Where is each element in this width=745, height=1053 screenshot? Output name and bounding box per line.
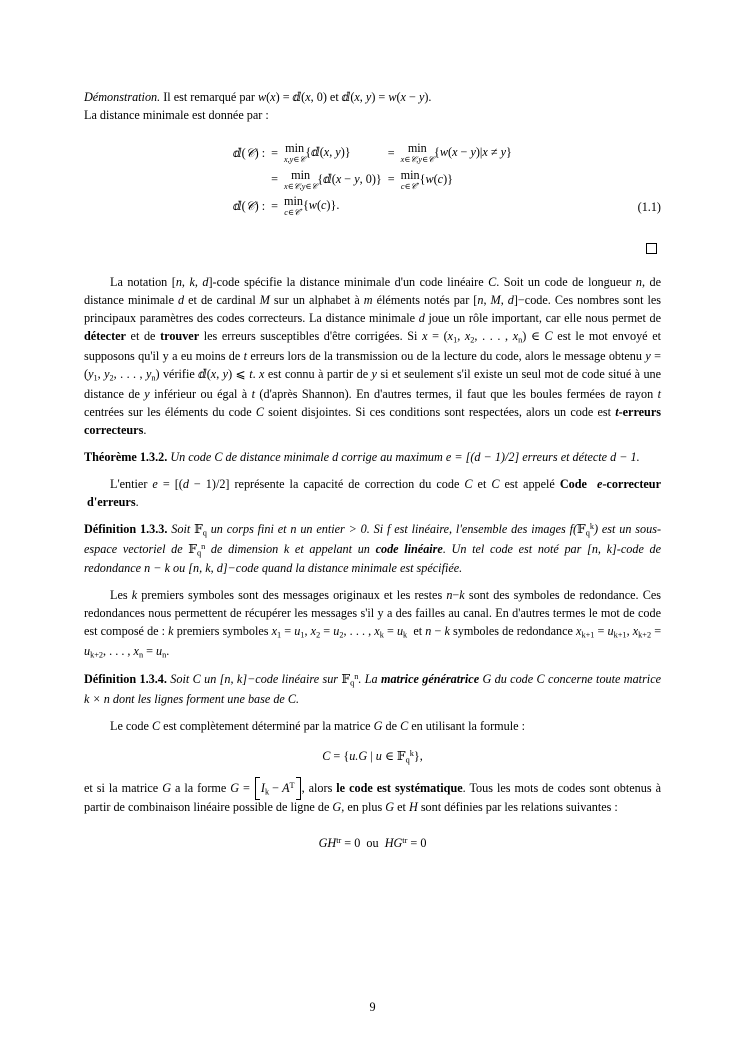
equation-row1-rhs-a: min x,y∈𝒞 {ⅆ(x, y)} (283, 141, 351, 165)
paragraph-notation: La notation [n, k, d]-code spécifie la distance minimale d'un code linéaire C. Soit un code de longueur n, de distance minimale d et de cardinal M sur un alphabet à m éléments notés par [n, M, d]−code. Ces nombres sont les principaux paramètres des codes correcteurs. La distance minimale d joue un rôle important, car elle nous permet de détecter et de trouver les erreurs susceptibles d'être corrigées. Si $x = (x_1$, $x_2$, . . . , $x_n$) ∈ C est le mot envoyé et supposons qu'il y a eu moins de t erreurs lors de la transmission ou de la lecture du code, alors le message obtenu $y = (y_1$, $y_2$, . . . , $y_n$) vérifie ⅆ(x, y) ⩽ t. x est connu à partir de y si et seulement s'il existe un seul mot de code situé à une distance de y inférieur ou égal à t (d'après Shannon). En d'autres termes, il faut que les boules fermées de rayon t centrées sur les éléments du code C soient disjointes. Si ces conditions sont respectées, alors un code est t-erreurs correcteurs. (84, 275, 662, 437)
qed-symbol (84, 241, 657, 259)
equation-row3-relation: = (271, 198, 278, 213)
equation-row1-relation: = (271, 145, 278, 160)
equation-alignment-table (230, 140, 515, 219)
equation-row2-relation: = (271, 172, 278, 187)
paragraph-entier-e: L'entier e = [(d − 1)/2] représente la capacité de correction du code C et C est appelé Code e-correcteur d'erreurs. (84, 476, 661, 509)
equation-row2-relation-2: = (387, 172, 395, 187)
definition-1-3-3-head: Définition 1.3.3. (84, 521, 168, 536)
equation-row1-relation-2: = (387, 145, 395, 160)
min-operator: min x,y∈𝒞 (283, 141, 306, 165)
proof-line-2: La distance minimale est donnée par : (84, 108, 269, 123)
definition-1-3-4-body: Soit C un [n, k]−code linéaire sur 𝔽$_q^n$. La matrice génératrice G du code C concerne toute matrice k × n dont les lignes forment une base de C. (84, 672, 662, 706)
definition-1-3-4 (84, 670, 661, 708)
equation-block-1-1 (84, 140, 661, 219)
equation-row2-lhs (230, 167, 268, 193)
equation-row-1 (230, 140, 515, 166)
proof-label: Démonstration. (84, 90, 161, 104)
paragraph-systematique: et si la matrice G a la forme $G = I_k - A^T$ , alors le code est systématique. Tous les mots de codes sont obtenus à partir de combinaison linéaire possible de ligne de G, en plus G et H sont définies par les relations suivantes : (84, 780, 661, 815)
equation-row3-rhs: min c∈𝒞* {w(c)}. (283, 193, 340, 218)
theorem-body: Un code C de distance minimale d corrige au maximum e = [(d − 1)/2] erreurs et détecte d − 1. (170, 449, 640, 464)
definition-1-3-3 (84, 520, 661, 577)
definition-1-3-3-body: Soit 𝔽$_q$ un corps fini et n un entier > 0. Si f est linéaire, l'ensemble des images f(𝔽$_q^k$) est un sous-espace vectoriel de 𝔽$_q^n$ de dimension k et appelant un code linéaire. Un tel code est noté par [n, k]-code de redondance n − k ou [n, k, d]−code quand la distance minimale est spécifiée. (84, 521, 662, 576)
theorem-head: Théorème 1.3.2. (84, 449, 168, 464)
equation-parity-relations: $GH^{tr} = 0$ ou $HG^{tr} = 0$ (318, 836, 427, 851)
equation-row3-lhs: ⅆ(𝒞) : (233, 198, 266, 213)
equation-row2-rhs-b: min c∈𝒞* {w(c)} (400, 167, 453, 191)
equation-row1-lhs: ⅆ(𝒞) : (233, 145, 266, 160)
min-operator: min c∈𝒞* (400, 167, 420, 191)
theorem-1-3-2 (84, 448, 661, 466)
proof-line-1: Il est remarqué par w(x) = ⅆ(x, 0) et ⅆ(x, y) = w(x − y). (163, 90, 432, 104)
equation-row2-rhs-a: min x∈𝒞,y∈𝒞 {ⅆ(x − y, 0)} (283, 167, 382, 191)
equation-row-2 (230, 167, 515, 193)
definition-1-3-4-head: Définition 1.3.4. (84, 672, 167, 687)
equation-number: (1.1) (637, 200, 661, 215)
equation-code-set: C = {u.G | u ∈ 𝔽$_q^k$}, (322, 749, 423, 765)
paragraph-symboles: Les k premiers symboles sont des messages originaux et les restes n−k sont des symboles de redondance. Ces redondances nous permettent de récupérer les messages s'il y a des failles au canal. En d'autres termes le mot de code est composé de : k premiers symboles $x_1 = u_1$, $x_2 = u_2$, . . . , $x_k = u_k$ et n − k symboles de redondance $x_{k+1} = u_{k+1}$, $x_{k+2} = u_{k+2}$, . . . , $x_n = u_n$. (84, 588, 662, 660)
paragraph-formule: Le code C est complètement déterminé par la matrice G de C en utilisant la formule : (110, 719, 525, 734)
min-operator: min x∈𝒞,y∈𝒞 (400, 141, 434, 165)
min-operator: min x∈𝒞,y∈𝒞 (283, 167, 318, 191)
min-operator: min c∈𝒞* (283, 193, 303, 218)
page-number: 9 (369, 1000, 376, 1014)
equation-row-3 (230, 193, 515, 219)
matrix-bracket: $I_k - A^T$ (255, 779, 301, 799)
proof-opening (84, 88, 661, 124)
equation-row1-rhs-b: min x∈𝒞,y∈𝒞 {w(x − y)|x ≠ y} (400, 141, 512, 165)
